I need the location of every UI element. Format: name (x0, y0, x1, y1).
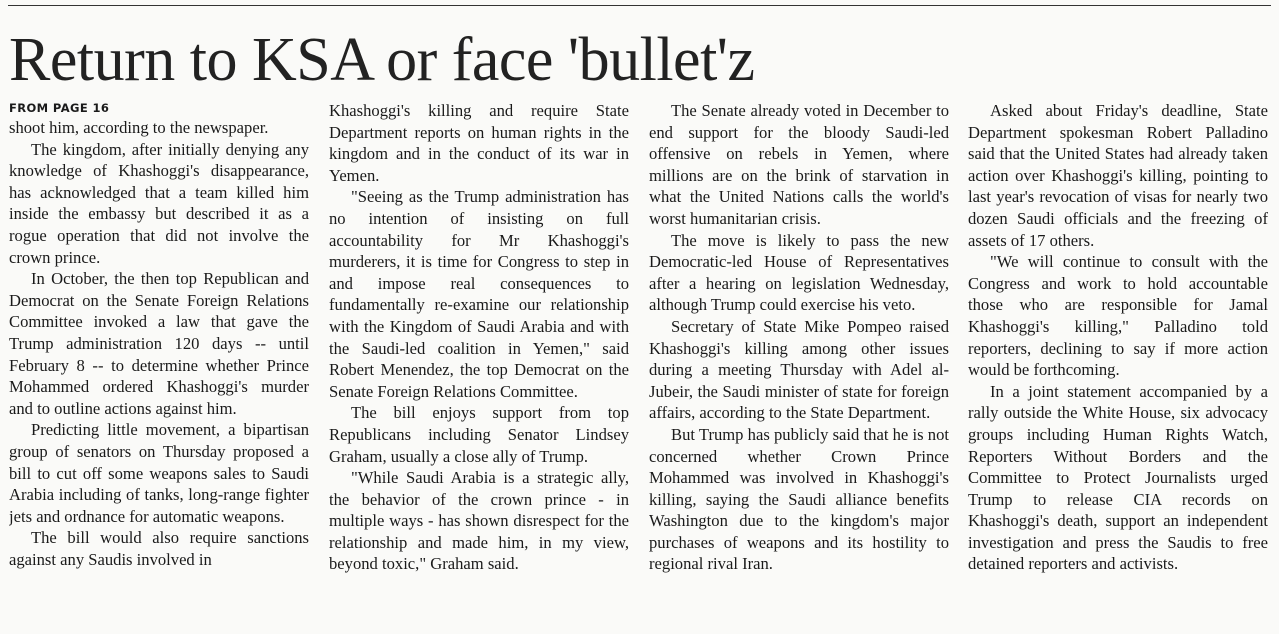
article-column-1 (9, 100, 309, 630)
paragraph: "While Saudi Arabia is a strategic ally, the behavior of the crown prince - in multiple ways - has shown disrespect for the relationship and made him, in my view, beyond toxic," Graham said. (329, 468, 629, 574)
paragraph: Predicting little movement, a bipartisan group of senators on Thursday proposed a bill to cut off some weapons sales to Saudi Arabia including of tanks, long-range fighter jets and ordnance for automatic weapons. (9, 420, 309, 526)
paragraph: "Seeing as the Trump administration has no intention of insisting on full accountability for Mr Khashoggi's murderers, it is time for Congress to step in and impose real consequences to fundamentally re-examine our relationship with the Kingdom of Saudi Arabia and with the Saudi-led coalition in Yemen," said Robert Menendez, the top Democrat on the Senate Foreign Relations Committee. (329, 187, 629, 401)
paragraph: Secretary of State Mike Pompeo raised Khashoggi's killing among other issues during a meeting Thursday with Adel al-Jubeir, the Saudi minister of state for foreign affairs, according to the State Department. (649, 316, 949, 423)
paragraph: But Trump has publicly said that he is not concerned whether Crown Prince Mohammed was involved in Khashoggi's killing, saying the Saudi alliance benefits Washington due to the kingdom's major purchases of weapons and its hostility to regional rival Iran. (649, 424, 949, 574)
paragraph: Asked about Friday's deadline, State Department spokesman Robert Palladino said that the United States had already taken action over Khashoggi's killing, pointing to last year's revocation of visas for nearly two dozen Saudi officials and the freezing of assets of 17 others. (968, 101, 1268, 250)
paragraph: shoot him, according to the newspaper. (9, 118, 269, 137)
paragraph: "We will continue to consult with the Congress and work to hold accountable those who are responsible for Jamal Khashoggi's killing," Palladino told reporters, declining to say if more action would be forthcoming. (968, 252, 1268, 380)
paragraph: The bill would also require sanctions against any Saudis involved in (9, 528, 309, 569)
paragraph: In October, the then top Republican and Democrat on the Senate Foreign Relations Committee invoked a law that gave the Trump administration 120 days -- until February 8 -- to determine whether Prince Mohammed ordered Khashoggi's murder and to outline actions against him. (9, 269, 309, 418)
paragraph: The kingdom, after initially denying any knowledge of Khashoggi's disappearance, has acknowledged that a team killed him inside the embassy but described it as a rogue operation that did not involve the crown prince. (9, 139, 309, 267)
paragraph: The Senate already voted in December to end support for the bloody Saudi-led offensive on rebels in Yemen, where millions are on the brink of starvation in what the United Nations calls the world's worst humanitarian crisis. (649, 101, 949, 228)
paragraph: The bill enjoys support from top Republicans including Senator Lindsey Graham, usually a close ally of Trump. (329, 403, 629, 466)
paragraph: Khashoggi's killing and require State Department reports on human rights in the kingdom and in the conduct of its war in Yemen. (329, 101, 629, 185)
headline: Return to KSA or face 'bullet'z (9, 26, 755, 94)
paragraph: In a joint statement accompanied by a rally outside the White House, six advocacy groups including Human Rights Watch, Reporters Without Borders and the Committee to Protect Journalists urged Trump to release CIA records on Khashoggi's death, support an independent investigation and press the Saudis to free detained reporters and activists. (968, 381, 1268, 574)
paragraph: The move is likely to pass the new Democratic-led House of Representatives after a hearing on legislation Wednesday, although Trump could exercise his veto. (649, 230, 949, 315)
article-column-3 (649, 100, 949, 630)
article-column-4 (968, 100, 1268, 630)
article-column-2 (329, 100, 629, 630)
top-rule (8, 5, 1271, 6)
jump-label: FROM PAGE 16 (9, 101, 110, 115)
